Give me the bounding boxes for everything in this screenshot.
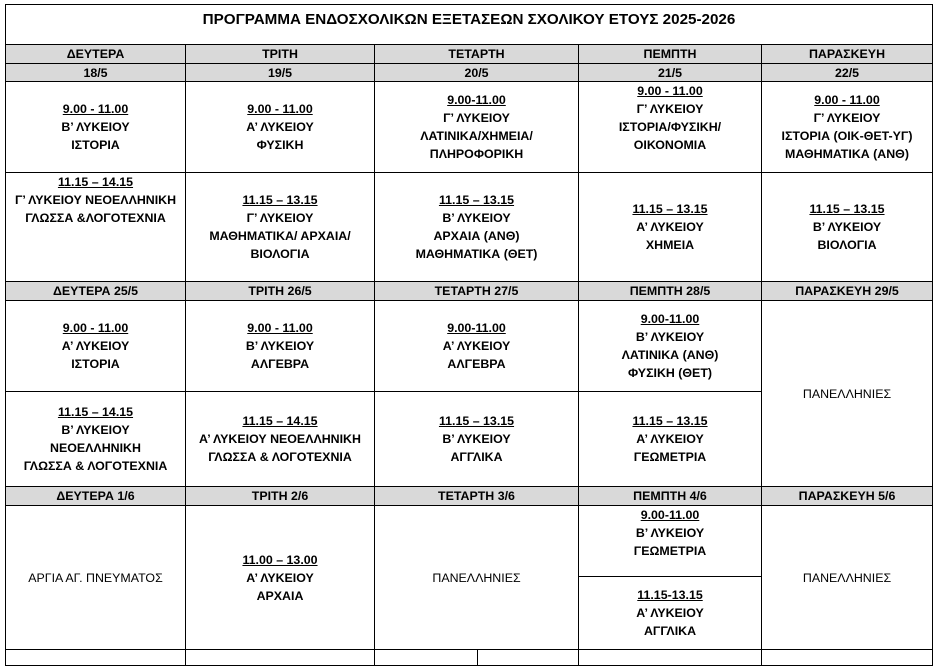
exam-class: Β’ ΛΥΚΕΙΟΥ <box>442 211 511 225</box>
week3-day-friday: ΠΑΡΑΣΚΕΥΗ 5/6 <box>798 489 896 503</box>
exam-class: Α’ ΛΥΚΕΙΟΥ <box>246 120 314 134</box>
exam-slot <box>6 173 185 227</box>
week2-day-wednesday: ΤΕΤΑΡΤΗ 27/5 <box>434 284 519 298</box>
exam-slot <box>186 301 374 391</box>
exam-time: 11.15 – 13.15 <box>632 414 708 428</box>
exam-class: Α’ ΛΥΚΕΙΟΥ <box>246 570 314 585</box>
holiday-note: ΑΡΓΙΑ ΑΓ. ΠΝΕΥΜΑΤΟΣ <box>28 570 163 585</box>
exam-subject: ΑΡΧΑΙΑ (ΑΝΘ) <box>433 229 520 243</box>
week1-day-wednesday: ΤΕΤΑΡΤΗ <box>448 47 505 61</box>
exam-subject: ΝΕΟΕΛΛΗΝΙΚΗ <box>50 441 141 455</box>
exam-class: Β’ ΛΥΚΕΙΟΥ <box>61 120 130 134</box>
exam-time: 11.15 – 13.15 <box>632 202 708 216</box>
exam-slot <box>186 392 374 486</box>
exam-time: 9.00-11.00 <box>640 312 700 326</box>
exam-slot <box>375 82 578 172</box>
exam-class: Γ’ ΛΥΚΕΙΟΥ <box>443 111 510 125</box>
exam-time: 11.15-13.15 <box>637 588 703 602</box>
panhellenic-exams-note: ΠΑΝΕΛΛΗΝΙΕΣ <box>802 570 892 585</box>
week2-day-thursday: ΠΕΜΠΤΗ 28/5 <box>629 284 711 298</box>
exam-schedule-table <box>5 4 933 666</box>
exam-time: 9.00 - 11.00 <box>62 102 129 116</box>
week3-day-tuesday: ΤΡΙΤΗ 2/6 <box>251 489 309 503</box>
exam-subject: ΑΛΓΕΒΡΑ <box>250 357 310 371</box>
exam-subject: ΟΙΚΟΝΟΜΙΑ <box>633 138 707 152</box>
exam-time: 9.00-11.00 <box>640 508 700 522</box>
exam-slot <box>186 82 374 172</box>
exam-class: Β’ ΛΥΚΕΙΟΥ <box>812 220 882 234</box>
exam-subject: ΓΕΩΜΕΤΡΙΑ <box>633 450 707 464</box>
exam-time: 11.15 – 14.15 <box>57 175 134 189</box>
panhellenic-exams-note: ΠΑΝΕΛΛΗΝΙΕΣ <box>802 386 892 401</box>
exam-time: 9.00 - 11.00 <box>247 102 313 116</box>
exam-time: 11.00 – 13.00 <box>242 552 318 567</box>
week1-day-monday: ΔΕΥΤΕΡΑ <box>66 47 125 61</box>
week3-day-thursday: ΠΕΜΠΤΗ 4/6 <box>633 489 707 503</box>
exam-slot <box>186 506 374 649</box>
page-title: ΠΡΟΓΡΑΜΜΑ ΕΝΔΟΣΧΟΛΙΚΩΝ ΕΞΕΤΑΣΕΩΝ ΣΧΟΛΙΚΟΥ ΕΤΟΥΣ 2025-2026 <box>202 11 736 28</box>
exam-class: Γ’ ΛΥΚΕΙΟΥ ΝΕΟΕΛΛΗΝΙΚΗ <box>14 193 177 207</box>
exam-class: Α’ ΛΥΚΕΙΟΥ <box>636 606 704 620</box>
exam-subject: ΓΛΩΣΣΑ & ΛΟΓΟΤΕΧΝΙΑ <box>23 459 168 473</box>
exam-class: Β’ ΛΥΚΕΙΟΥ <box>61 423 130 437</box>
exam-time: 11.15 – 14.15 <box>57 405 134 419</box>
exam-time: 9.00 - 11.00 <box>62 321 129 335</box>
exam-subject: ΙΣΤΟΡΙΑ/ΦΥΣΙΚΗ/ <box>618 120 722 134</box>
exam-time: 11.15 – 13.15 <box>809 202 885 216</box>
exam-subject: ΜΑΘΗΜΑΤΙΚΑ (ΑΝΘ) <box>785 147 909 161</box>
exam-time: 9.00 - 11.00 <box>247 321 313 335</box>
exam-class: Γ’ ΛΥΚΕΙΟΥ <box>246 211 314 225</box>
week2-day-friday: ΠΑΡΑΣΚΕΥΗ 29/5 <box>795 284 899 298</box>
exam-class: Β’ ΛΥΚΕΙΟΥ <box>442 432 511 446</box>
exam-class: Γ’ ΛΥΚΕΙΟΥ <box>813 111 881 125</box>
week1-day-friday: ΠΑΡΑΣΚΕΥΗ <box>808 47 886 61</box>
exam-slot <box>579 392 761 486</box>
exam-subject: ΓΛΩΣΣΑ & ΛΟΓΟΤΕΧΝΙΑ <box>208 450 352 464</box>
exam-class: Β’ ΛΥΚΕΙΟΥ <box>635 330 705 344</box>
exam-subject: ΑΛΓΕΒΡΑ <box>447 357 506 371</box>
exam-subject: ΦΥΣΙΚΗ <box>256 138 304 152</box>
exam-slot <box>579 301 761 391</box>
exam-subject: ΑΡΧΑΙΑ <box>256 588 304 603</box>
exam-time: 11.15 – 13.15 <box>438 414 515 428</box>
exam-time: 11.15 – 13.15 <box>242 193 318 207</box>
exam-subject: ΑΓΓΛΙΚΑ <box>450 450 503 464</box>
exam-slot <box>579 506 761 564</box>
exam-subject: ΠΛΗΡΟΦΟΡΙΚΗ <box>429 147 524 161</box>
exam-subject: ΛΑΤΙΝΙΚΑ (ΑΝΘ) <box>621 348 719 362</box>
week1-date-tuesday: 19/5 <box>267 65 293 80</box>
exam-time: 9.00-11.00 <box>447 93 506 107</box>
week2-day-monday: ΔΕΥΤΕΡΑ 25/5 <box>52 284 139 298</box>
exam-subject: ΙΣΤΟΡΙΑ (ΟΙΚ-ΘΕΤ-ΥΓ) <box>781 129 913 143</box>
exam-subject: ΛΑΤΙΝΙΚΑ/ΧΗΜΕΙΑ/ <box>420 129 533 143</box>
exam-time: 11.15 – 14.15 <box>242 414 318 428</box>
exam-time: 9.00 - 11.00 <box>637 84 703 98</box>
exam-subject: ΒΙΟΛΟΓΙΑ <box>250 247 310 261</box>
week2-day-tuesday: ΤΡΙΤΗ 26/5 <box>248 284 312 298</box>
exam-time: 11.15 – 13.15 <box>438 193 515 207</box>
exam-subject: ΑΓΓΛΙΚΑ <box>643 624 697 638</box>
exam-subject: ΜΑΘΗΜΑΤΙΚΑ (ΘΕΤ) <box>415 247 538 261</box>
exam-class: Γ’ ΛΥΚΕΙΟΥ <box>636 102 704 116</box>
exam-class: Α’ ΛΥΚΕΙΟΥ <box>61 339 130 353</box>
exam-slot <box>762 82 932 172</box>
week3-day-monday: ΔΕΥΤΕΡΑ 1/6 <box>56 489 135 503</box>
week1-day-thursday: ΠΕΜΠΤΗ <box>643 47 697 61</box>
exam-class: Β’ ΛΥΚΕΙΟΥ <box>635 526 705 540</box>
exam-class: Α’ ΛΥΚΕΙΟΥ <box>636 432 704 446</box>
exam-slot <box>6 82 185 172</box>
exam-time: 9.00-11.00 <box>447 321 506 335</box>
week1-day-tuesday: ΤΡΙΤΗ <box>262 47 298 61</box>
exam-slot <box>579 82 761 154</box>
exam-slot <box>6 392 185 486</box>
exam-subject: ΓΕΩΜΕΤΡΙΑ <box>633 544 707 558</box>
week3-day-wednesday: ΤΕΤΑΡΤΗ 3/6 <box>438 489 515 503</box>
exam-slot <box>375 173 578 281</box>
exam-class: Β’ ΛΥΚΕΙΟΥ <box>245 339 315 353</box>
exam-class: Α’ ΛΥΚΕΙΟΥ <box>636 220 704 234</box>
week1-date-wednesday: 20/5 <box>464 65 489 80</box>
exam-subject: ΦΥΣΙΚΗ (ΘΕΤ) <box>627 366 713 380</box>
exam-slot <box>762 173 932 281</box>
week1-date-friday: 22/5 <box>834 65 860 80</box>
exam-subject: ΧΗΜΕΙΑ <box>645 238 695 252</box>
week1-date-thursday: 21/5 <box>657 65 683 80</box>
exam-slot <box>186 173 374 281</box>
panhellenic-exams-note: ΠΑΝΕΛΛΗΝΙΕΣ <box>432 570 521 585</box>
week1-date-monday: 18/5 <box>83 65 108 80</box>
exam-slot <box>375 392 578 486</box>
exam-subject: ΒΙΟΛΟΓΙΑ <box>817 238 877 252</box>
exam-slot <box>375 301 578 391</box>
exam-subject: ΜΑΘΗΜΑΤΙΚΑ/ ΑΡΧΑΙΑ/ <box>209 229 351 243</box>
exam-slot <box>579 173 761 281</box>
exam-class: Α’ ΛΥΚΕΙΟΥ ΝΕΟΕΛΛΗΝΙΚΗ <box>199 432 361 446</box>
exam-subject: ΓΛΩΣΣΑ &ΛΟΓΟΤΕΧΝΙΑ <box>25 211 166 225</box>
exam-time: 9.00 - 11.00 <box>814 93 880 107</box>
exam-class: Α’ ΛΥΚΕΙΟΥ <box>442 339 511 353</box>
exam-subject: ΙΣΤΟΡΙΑ <box>71 138 120 152</box>
exam-slot <box>579 577 761 649</box>
exam-slot <box>6 301 185 391</box>
exam-subject: ΙΣΤΟΡΙΑ <box>71 357 120 371</box>
